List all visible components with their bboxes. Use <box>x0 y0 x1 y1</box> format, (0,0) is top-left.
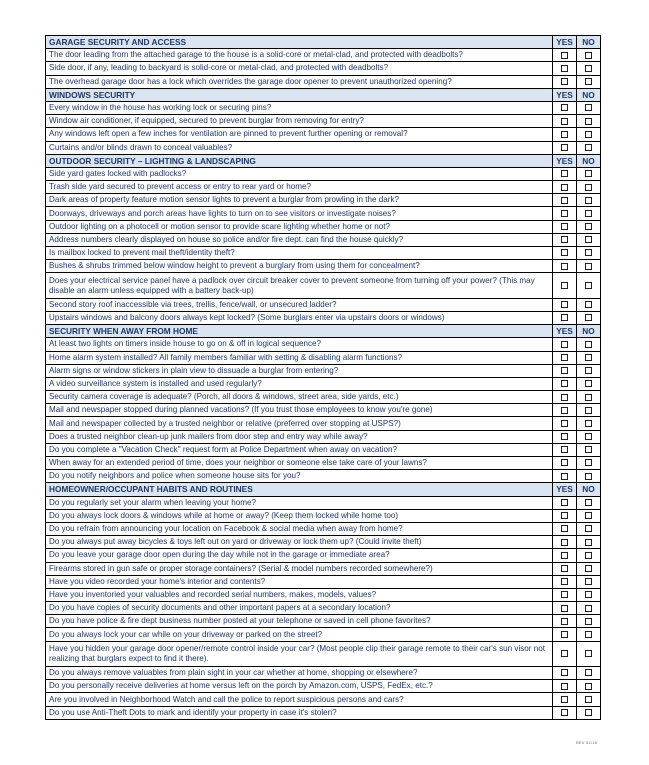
no-cell <box>577 588 601 601</box>
checklist-row <box>46 496 601 509</box>
no-cell <box>577 443 601 456</box>
no-cell <box>577 549 601 562</box>
no-checkbox[interactable] <box>585 618 592 625</box>
checklist-row <box>46 602 601 615</box>
checklist-row <box>46 194 601 207</box>
no-cell <box>577 181 601 194</box>
yes-checkbox[interactable] <box>561 591 568 598</box>
checklist-row <box>46 706 601 719</box>
question-text: At least two lights on timers inside house to go on & off in logical sequence? <box>46 338 553 351</box>
yes-checkbox[interactable] <box>561 696 568 703</box>
checklist-row <box>46 115 601 128</box>
yes-checkbox[interactable] <box>561 282 568 289</box>
no-cell <box>577 75 601 88</box>
no-checkbox[interactable] <box>585 578 592 585</box>
no-checkbox[interactable] <box>585 605 592 612</box>
yes-cell <box>553 628 577 641</box>
section-title: OUTDOOR SECURITY – LIGHTING & LANDSCAPING <box>46 154 553 167</box>
yes-cell <box>553 588 577 601</box>
yes-cell <box>553 430 577 443</box>
question-text: Do you always lock your car while on your driveway or parked on the street? <box>46 628 553 641</box>
question-text: Side door, if any, leading to backyard is solid-core or metal-clad, and protected with deadbolts? <box>46 62 553 75</box>
checklist-row <box>46 338 601 351</box>
question-text: Do you notify neighbors and police when someone house sits for you? <box>46 470 553 483</box>
no-cell <box>577 233 601 246</box>
question-text: Do you have police & fire dept business number posted at your telephone or saved in cell phone favorites? <box>46 615 553 628</box>
checklist-row <box>46 128 601 141</box>
no-cell <box>577 364 601 377</box>
no-cell <box>577 207 601 220</box>
yes-cell <box>553 115 577 128</box>
checklist-row <box>46 404 601 417</box>
yes-checkbox[interactable] <box>561 499 568 506</box>
yes-cell <box>553 49 577 62</box>
yes-checkbox[interactable] <box>561 446 568 453</box>
no-checkbox[interactable] <box>585 341 592 348</box>
yes-cell <box>553 338 577 351</box>
no-checkbox[interactable] <box>585 282 592 289</box>
yes-cell <box>553 470 577 483</box>
no-cell <box>577 575 601 588</box>
yes-cell <box>553 562 577 575</box>
no-checkbox[interactable] <box>585 52 592 59</box>
yes-column-header: YES <box>553 88 577 101</box>
question-text: When away for an extended period of time, does your neighbor or someone else take care of your lawns? <box>46 457 553 470</box>
no-cell <box>577 391 601 404</box>
yes-checkbox[interactable] <box>561 525 568 532</box>
checklist-row <box>46 101 601 114</box>
no-cell <box>577 536 601 549</box>
no-checkbox[interactable] <box>585 650 592 657</box>
no-cell <box>577 260 601 273</box>
checklist-row <box>46 247 601 260</box>
yes-column-header: YES <box>553 36 577 49</box>
question-text: Any windows left open a few inches for ventilation are pinned to prevent further opening or removal? <box>46 128 553 141</box>
no-checkbox[interactable] <box>585 669 592 676</box>
yes-checkbox[interactable] <box>561 618 568 625</box>
yes-cell <box>553 351 577 364</box>
no-cell <box>577 273 601 298</box>
question-text: Have you video recorded your home's interior and contents? <box>46 575 553 588</box>
checklist-row <box>46 549 601 562</box>
yes-cell <box>553 220 577 233</box>
no-column-header: NO <box>577 483 601 496</box>
question-text: Do you always put away bicycles & toys left out on yard or driveway or lock them up? (Could invite theft) <box>46 536 553 549</box>
yes-checkbox[interactable] <box>561 420 568 427</box>
yes-cell <box>553 260 577 273</box>
no-checkbox[interactable] <box>585 420 592 427</box>
no-cell <box>577 417 601 430</box>
no-checkbox[interactable] <box>585 565 592 572</box>
no-cell <box>577 247 601 260</box>
checklist-row <box>46 167 601 180</box>
yes-checkbox[interactable] <box>561 223 568 230</box>
no-cell <box>577 667 601 680</box>
no-cell <box>577 430 601 443</box>
no-checkbox[interactable] <box>585 144 592 151</box>
yes-checkbox[interactable] <box>561 210 568 217</box>
no-checkbox[interactable] <box>585 591 592 598</box>
question-text: Address numbers clearly displayed on house so police and/or fire dept. can find the house quickly? <box>46 233 553 246</box>
question-text: Second story roof inaccessible via trees, trellis, fence/wall, or unsecured ladder? <box>46 298 553 311</box>
section-header <box>46 483 601 496</box>
checklist-row <box>46 575 601 588</box>
yes-checkbox[interactable] <box>561 683 568 690</box>
question-text: Does your electrical service panel have a padlock over circuit breaker cover to prevent someone from turning off your power? (This may disable an alarm unless equipped with a battery back-up) <box>46 273 553 298</box>
yes-checkbox[interactable] <box>561 118 568 125</box>
no-checkbox[interactable] <box>585 696 592 703</box>
yes-checkbox[interactable] <box>561 263 568 270</box>
no-checkbox[interactable] <box>585 223 592 230</box>
checklist-row <box>46 562 601 575</box>
section-title: WINDOWS SECURITY <box>46 88 553 101</box>
no-checkbox[interactable] <box>585 433 592 440</box>
no-cell <box>577 298 601 311</box>
no-checkbox[interactable] <box>585 394 592 401</box>
checklist-row <box>46 628 601 641</box>
yes-checkbox[interactable] <box>561 539 568 546</box>
yes-cell <box>553 457 577 470</box>
no-checkbox[interactable] <box>585 249 592 256</box>
yes-cell <box>553 602 577 615</box>
checklist-row <box>46 430 601 443</box>
yes-cell <box>553 404 577 417</box>
yes-checkbox[interactable] <box>561 433 568 440</box>
yes-cell <box>553 128 577 141</box>
question-text: Security camera coverage is adequate? (Porch, all doors & windows, street area, side yards, etc.) <box>46 391 553 404</box>
no-cell <box>577 141 601 154</box>
question-text: Side yard gates locked with padlocks? <box>46 167 553 180</box>
checklist-row <box>46 536 601 549</box>
yes-cell <box>553 496 577 509</box>
no-checkbox[interactable] <box>585 683 592 690</box>
no-checkbox[interactable] <box>585 118 592 125</box>
question-text: Are you involved in Neighborhood Watch and call the police to report suspicious persons and cars? <box>46 693 553 706</box>
question-text: Do you have copies of security documents and other important papers at a secondary location? <box>46 602 553 615</box>
yes-checkbox[interactable] <box>561 249 568 256</box>
checklist-row <box>46 220 601 233</box>
yes-column-header: YES <box>553 154 577 167</box>
no-column-header: NO <box>577 88 601 101</box>
no-cell <box>577 404 601 417</box>
yes-checkbox[interactable] <box>561 184 568 191</box>
no-checkbox[interactable] <box>585 65 592 72</box>
yes-checkbox[interactable] <box>561 709 568 716</box>
no-checkbox[interactable] <box>585 184 592 191</box>
section-header <box>46 325 601 338</box>
checklist-row <box>46 522 601 535</box>
no-checkbox[interactable] <box>585 473 592 480</box>
question-text: Is mailbox locked to prevent mail theft/identity theft? <box>46 247 553 260</box>
yes-checkbox[interactable] <box>561 65 568 72</box>
no-cell <box>577 338 601 351</box>
checklist-row <box>46 181 601 194</box>
yes-checkbox[interactable] <box>561 380 568 387</box>
question-text: Home alarm system installed? All family members familiar with setting & disabling alarm functions? <box>46 351 553 364</box>
no-cell <box>577 522 601 535</box>
no-checkbox[interactable] <box>585 380 592 387</box>
no-checkbox[interactable] <box>585 525 592 532</box>
yes-cell <box>553 509 577 522</box>
no-checkbox[interactable] <box>585 170 592 177</box>
yes-cell <box>553 194 577 207</box>
no-checkbox[interactable] <box>585 459 592 466</box>
checklist-row <box>46 62 601 75</box>
no-cell <box>577 101 601 114</box>
yes-column-header: YES <box>553 325 577 338</box>
no-checkbox[interactable] <box>585 236 592 243</box>
question-text: Dark areas of property feature motion sensor lights to prevent a burglar from prowling in the dark? <box>46 194 553 207</box>
yes-cell <box>553 575 577 588</box>
question-text: Have you hidden your garage door opener/remote control inside your car? (Most people clip their garage remote to their car's sun visor not realizing that burglars expect to find it there). <box>46 641 553 666</box>
no-cell <box>577 128 601 141</box>
no-cell <box>577 693 601 706</box>
checklist-row <box>46 667 601 680</box>
yes-checkbox[interactable] <box>561 631 568 638</box>
yes-cell <box>553 298 577 311</box>
no-cell <box>577 706 601 719</box>
yes-cell <box>553 391 577 404</box>
no-checkbox[interactable] <box>585 709 592 716</box>
yes-checkbox[interactable] <box>561 78 568 85</box>
no-checkbox[interactable] <box>585 301 592 308</box>
checklist-row <box>46 260 601 273</box>
question-text: Do you use Anti-Theft Dots to mark and identify your property in case it's stolen? <box>46 706 553 719</box>
checklist-row <box>46 141 601 154</box>
checklist-row <box>46 457 601 470</box>
no-cell <box>577 220 601 233</box>
checklist-row <box>46 417 601 430</box>
question-text: Every window in the house has working lock or securing pins? <box>46 101 553 114</box>
section-title: GARAGE SECURITY AND ACCESS <box>46 36 553 49</box>
no-checkbox[interactable] <box>585 499 592 506</box>
no-checkbox[interactable] <box>585 104 592 111</box>
no-checkbox[interactable] <box>585 446 592 453</box>
yes-cell <box>553 615 577 628</box>
revision-footer: REV 01/18 <box>575 740 597 745</box>
checklist-row <box>46 693 601 706</box>
question-text: Does a trusted neighbor clean-up junk mailers from door step and entry way while away? <box>46 430 553 443</box>
yes-checkbox[interactable] <box>561 459 568 466</box>
section-header <box>46 154 601 167</box>
yes-cell <box>553 641 577 666</box>
question-text: Upstairs windows and balcony doors always kept locked? (Some burglars enter via upstairs doors or windows) <box>46 311 553 324</box>
section-title: SECURITY WHEN AWAY FROM HOME <box>46 325 553 338</box>
yes-checkbox[interactable] <box>561 170 568 177</box>
question-text: Bushes & shrubs trimmed below window height to prevent a burglary from using them for concealment? <box>46 260 553 273</box>
checklist-row <box>46 364 601 377</box>
section-title: HOMEOWNER/OCCUPANT HABITS AND ROUTINES <box>46 483 553 496</box>
yes-checkbox[interactable] <box>561 650 568 657</box>
yes-checkbox[interactable] <box>561 473 568 480</box>
no-cell <box>577 509 601 522</box>
question-text: Do you always lock doors & windows while at home or away? (Keep them locked while home too) <box>46 509 553 522</box>
checklist-row <box>46 588 601 601</box>
question-text: Do you personally receive deliveries at home versus left on the porch by Amazon.com, USPS, FedEx, etc.? <box>46 680 553 693</box>
yes-cell <box>553 62 577 75</box>
checklist-row <box>46 207 601 220</box>
no-cell <box>577 680 601 693</box>
no-cell <box>577 641 601 666</box>
checklist-row <box>46 641 601 666</box>
question-text: Do you regularly set your alarm when leaving your home? <box>46 496 553 509</box>
yes-checkbox[interactable] <box>561 301 568 308</box>
no-checkbox[interactable] <box>585 197 592 204</box>
checklist-row <box>46 49 601 62</box>
no-checkbox[interactable] <box>585 407 592 414</box>
yes-cell <box>553 522 577 535</box>
no-cell <box>577 496 601 509</box>
no-checkbox[interactable] <box>585 78 592 85</box>
checklist-row <box>46 351 601 364</box>
yes-checkbox[interactable] <box>561 407 568 414</box>
question-text: Mail and newspaper stopped during planned vacations? (If you trust those employees to know you're gone) <box>46 404 553 417</box>
no-checkbox[interactable] <box>585 539 592 546</box>
yes-cell <box>553 417 577 430</box>
checklist-row <box>46 615 601 628</box>
question-text: Do you refrain from announcing your location on Facebook & social media when away from home? <box>46 522 553 535</box>
yes-cell <box>553 706 577 719</box>
no-cell <box>577 49 601 62</box>
yes-checkbox[interactable] <box>561 354 568 361</box>
question-text: Alarm signs or window stickers in plain view to dissuade a burglar from entering? <box>46 364 553 377</box>
checklist-row <box>46 443 601 456</box>
yes-cell <box>553 101 577 114</box>
security-checklist-table <box>45 35 601 720</box>
no-cell <box>577 167 601 180</box>
section-header <box>46 88 601 101</box>
yes-checkbox[interactable] <box>561 605 568 612</box>
question-text: Window air conditioner, if equipped, secured to prevent burglar from removing for entry? <box>46 115 553 128</box>
question-text: Trash side yard secured to prevent access or entry to rear yard or home? <box>46 181 553 194</box>
no-column-header: NO <box>577 154 601 167</box>
question-text: The door leading from the attached garage to the house is a solid-core or metal-clad, and protected with deadbolts? <box>46 49 553 62</box>
yes-cell <box>553 141 577 154</box>
question-text: Do you always remove valuables from plain sight in your car whether at home, shopping or elsewhere? <box>46 667 553 680</box>
no-checkbox[interactable] <box>585 131 592 138</box>
checklist-row <box>46 680 601 693</box>
no-column-header: NO <box>577 36 601 49</box>
checklist-row <box>46 75 601 88</box>
no-cell <box>577 628 601 641</box>
yes-cell <box>553 536 577 549</box>
yes-cell <box>553 247 577 260</box>
no-cell <box>577 615 601 628</box>
question-text: The overhead garage door has a lock which overrides the garage door opener to prevent unauthorized opening? <box>46 75 553 88</box>
yes-cell <box>553 181 577 194</box>
yes-checkbox[interactable] <box>561 197 568 204</box>
no-checkbox[interactable] <box>585 354 592 361</box>
section-header <box>46 36 601 49</box>
yes-cell <box>553 75 577 88</box>
yes-checkbox[interactable] <box>561 52 568 59</box>
yes-cell <box>553 443 577 456</box>
yes-checkbox[interactable] <box>561 314 568 321</box>
checklist-row <box>46 509 601 522</box>
question-text: A video surveillance system is installed and used regularly? <box>46 377 553 390</box>
yes-checkbox[interactable] <box>561 512 568 519</box>
yes-checkbox[interactable] <box>561 578 568 585</box>
no-cell <box>577 311 601 324</box>
yes-cell <box>553 207 577 220</box>
no-cell <box>577 62 601 75</box>
yes-checkbox[interactable] <box>561 236 568 243</box>
question-text: Doorways, driveways and porch areas have lights to turn on to see visitors or investigate noises? <box>46 207 553 220</box>
question-text: Curtains and/or blinds drawn to conceal valuables? <box>46 141 553 154</box>
no-cell <box>577 115 601 128</box>
no-column-header: NO <box>577 325 601 338</box>
question-text: Do you leave your garage door open during the day while not in the garage or immediate area? <box>46 549 553 562</box>
yes-cell <box>553 549 577 562</box>
yes-cell <box>553 311 577 324</box>
no-cell <box>577 351 601 364</box>
checklist-row <box>46 470 601 483</box>
yes-checkbox[interactable] <box>561 669 568 676</box>
no-cell <box>577 470 601 483</box>
yes-cell <box>553 667 577 680</box>
no-checkbox[interactable] <box>585 263 592 270</box>
checklist-row <box>46 233 601 246</box>
question-text: Outdoor lighting on a photocell or motion sensor to provide scare lighting whether home or not? <box>46 220 553 233</box>
no-cell <box>577 602 601 615</box>
yes-cell <box>553 680 577 693</box>
no-checkbox[interactable] <box>585 314 592 321</box>
question-text: Mail and newspaper collected by a trusted neighbor or relative (preferred over stopping at USPS?) <box>46 417 553 430</box>
no-checkbox[interactable] <box>585 367 592 374</box>
yes-cell <box>553 377 577 390</box>
no-cell <box>577 562 601 575</box>
question-text: Do you complete a "Vacation Check" request form at Police Department when away on vacation? <box>46 443 553 456</box>
no-cell <box>577 194 601 207</box>
no-checkbox[interactable] <box>585 512 592 519</box>
yes-column-header: YES <box>553 483 577 496</box>
no-cell <box>577 377 601 390</box>
no-cell <box>577 457 601 470</box>
yes-cell <box>553 233 577 246</box>
yes-checkbox[interactable] <box>561 552 568 559</box>
no-checkbox[interactable] <box>585 210 592 217</box>
yes-checkbox[interactable] <box>561 394 568 401</box>
question-text: Have you inventoried your valuables and recorded serial numbers, makes, models, values? <box>46 588 553 601</box>
yes-cell <box>553 693 577 706</box>
yes-checkbox[interactable] <box>561 131 568 138</box>
yes-checkbox[interactable] <box>561 367 568 374</box>
yes-checkbox[interactable] <box>561 104 568 111</box>
checklist-row <box>46 298 601 311</box>
no-checkbox[interactable] <box>585 631 592 638</box>
question-text: Firearms stored in gun safe or proper storage containers? (Serial & model numbers recorded somewhere?) <box>46 562 553 575</box>
checklist-row <box>46 273 601 298</box>
yes-cell <box>553 273 577 298</box>
checklist-row <box>46 311 601 324</box>
yes-cell <box>553 167 577 180</box>
yes-checkbox[interactable] <box>561 565 568 572</box>
yes-checkbox[interactable] <box>561 341 568 348</box>
yes-checkbox[interactable] <box>561 144 568 151</box>
checklist-row <box>46 391 601 404</box>
no-checkbox[interactable] <box>585 552 592 559</box>
yes-cell <box>553 364 577 377</box>
checklist-row <box>46 377 601 390</box>
